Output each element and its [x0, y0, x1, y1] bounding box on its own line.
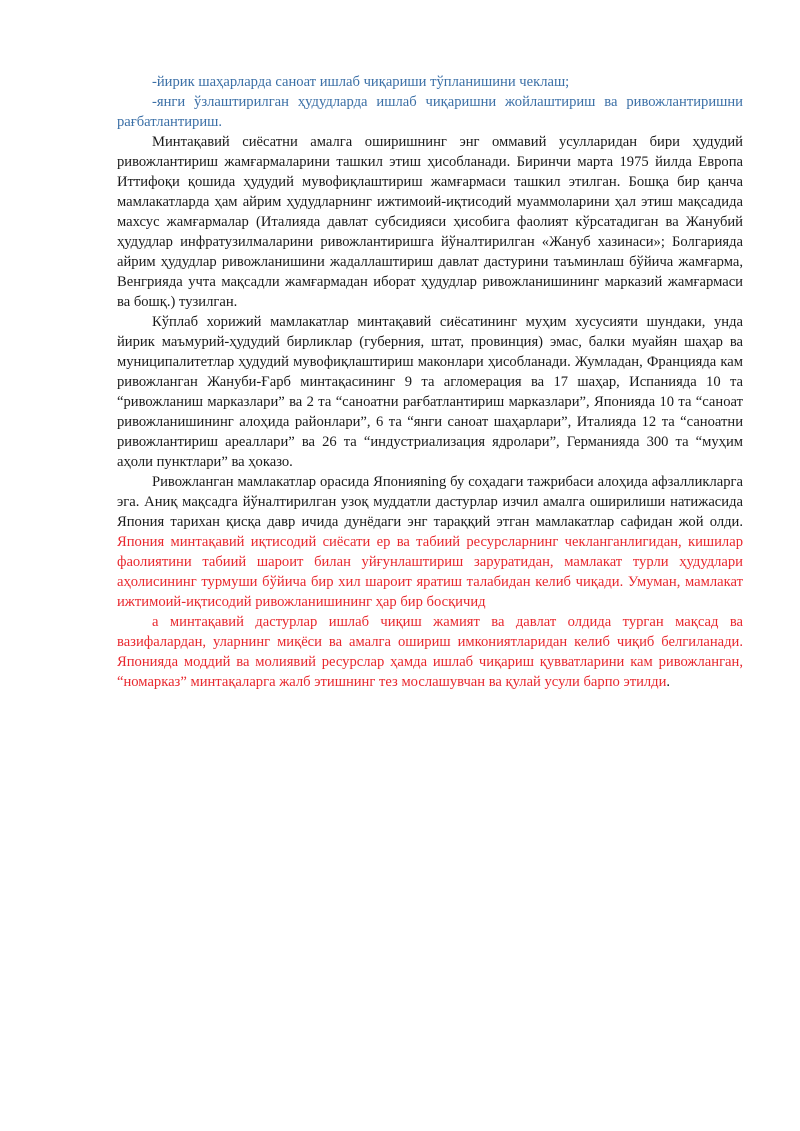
- paragraph-4-end: .: [666, 674, 671, 690]
- blue-line-2: -янги ўзлаштирилган ҳудудларда ишлаб чиқаришни жойлаштириш ва ривожлантиришни рағбатлантириш.: [117, 94, 743, 130]
- paragraph-4-red-text: а минтақавий дастурлар ишлаб чиқиш жамият ва давлат олдида турган мақсад ва вазифалардан, уларнинг миқёси ва амалга ошириш имкониятларидан келиб чиқиб белгиланади. Японияда моддий ва молиявий ресурслар ҳамда ишлаб чиқариш қувватларини кам ривожланган, “номарказ” минтақаларга жалб этишнинг тез мослашувчан ва қулай усули барпо этилди: [117, 614, 743, 690]
- paragraph-4: [117, 612, 743, 692]
- document-page: [117, 72, 743, 692]
- paragraph-3-red-text: Япония минтақавий иқтисодий сиёсати ер ва табиий ресурсларнинг чекланганлигидан, кишилар фаолиятини табиий шароит билан уйғунлаштириш заруратидан, мамлакат турли ҳудудлари аҳолисининг турмуши бўйича бир хил шароит яратиш талабидан келиб чиқади. Умуман, мамлакат ижтимоий-иқтисодий ривожланишининг ҳар бир босқичид: [117, 534, 743, 610]
- paragraph-3: [117, 472, 743, 612]
- blue-line-1: -йирик шаҳарларда саноат ишлаб чиқариши тўпланишини чеклаш;: [152, 74, 570, 90]
- paragraph-1: Минтақавий сиёсатни амалга оширишнинг энг оммавий усулларидан бири ҳудудий ривожлантириш жамғармаларини ташкил этиш ҳисобланади. Биринчи марта 1975 йилда Европа Иттифоқи қошида ҳудудий мувофиқлаштириш жамғармаси ташкил этилган. Бошқа бир қанча мамлакатларда ҳам айрим ҳудудларнинг ижтимоий-иқтисодий муаммоларини ҳал этиш мақсадида махсус жамғармалар (Италияда давлат субсидияси ҳисобига фаолият кўрсатадиган ва Жанубий ҳудудлар инфратузилмаларини ривожлантиришга йўналтирилган «Жануб хазинаси»; Болгарияда айрим ҳудудлар ривожланишини жадаллаштириш давлат дастурини таъминлаш бўйича жамғарма, Венгрияда учта мақсадли жамғармадан иборат ҳудудлар ривожланишининг марказий жамғармаси ва бошқ.) тузилган.: [117, 134, 743, 310]
- paragraph-3-black-text: Ривожланган мамлакатлар орасида Японияning бу соҳадаги тажрибаси алоҳида афзалликларга эга. Аниқ мақсадга йўналтирилган узоқ муддатли дастурлар изчил амалга оширилиши натижасида Япония тарихан қисқа давр ичида дунёдаги энг тараққий этган мамлакатлар сафидан жой олди.: [117, 474, 743, 530]
- paragraph-2: Кўплаб хорижий мамлакатлар минтақавий сиёсатининг муҳим хусусияти шундаки, унда йирик маъмурий-ҳудудий бирликлар (губерния, штат, провинция) эмас, балки муайян шаҳар ва муниципалитетлар ҳудудий мувофиқлаштириш маконлари ҳисобланади. Жумладан, Францияда кам ривожланган Жануби-Ғарб минтақасининг 9 та агломерация ва 17 шаҳар, Испанияда 10 та “ривожланиш марказлари” ва 2 та “саноатни рағбатлантириш марказлари”, Японияда 10 та “саноат ривожланишининг алоҳида районлари”, 6 та “янги саноат шаҳарлари”, Италияда 12 та “саноатни ривожлантириш ареаллари” ва 26 та “индустриализация ядролари”, Германияда 300 та “муҳим аҳоли пунктлари” ва ҳоказо.: [117, 314, 743, 470]
